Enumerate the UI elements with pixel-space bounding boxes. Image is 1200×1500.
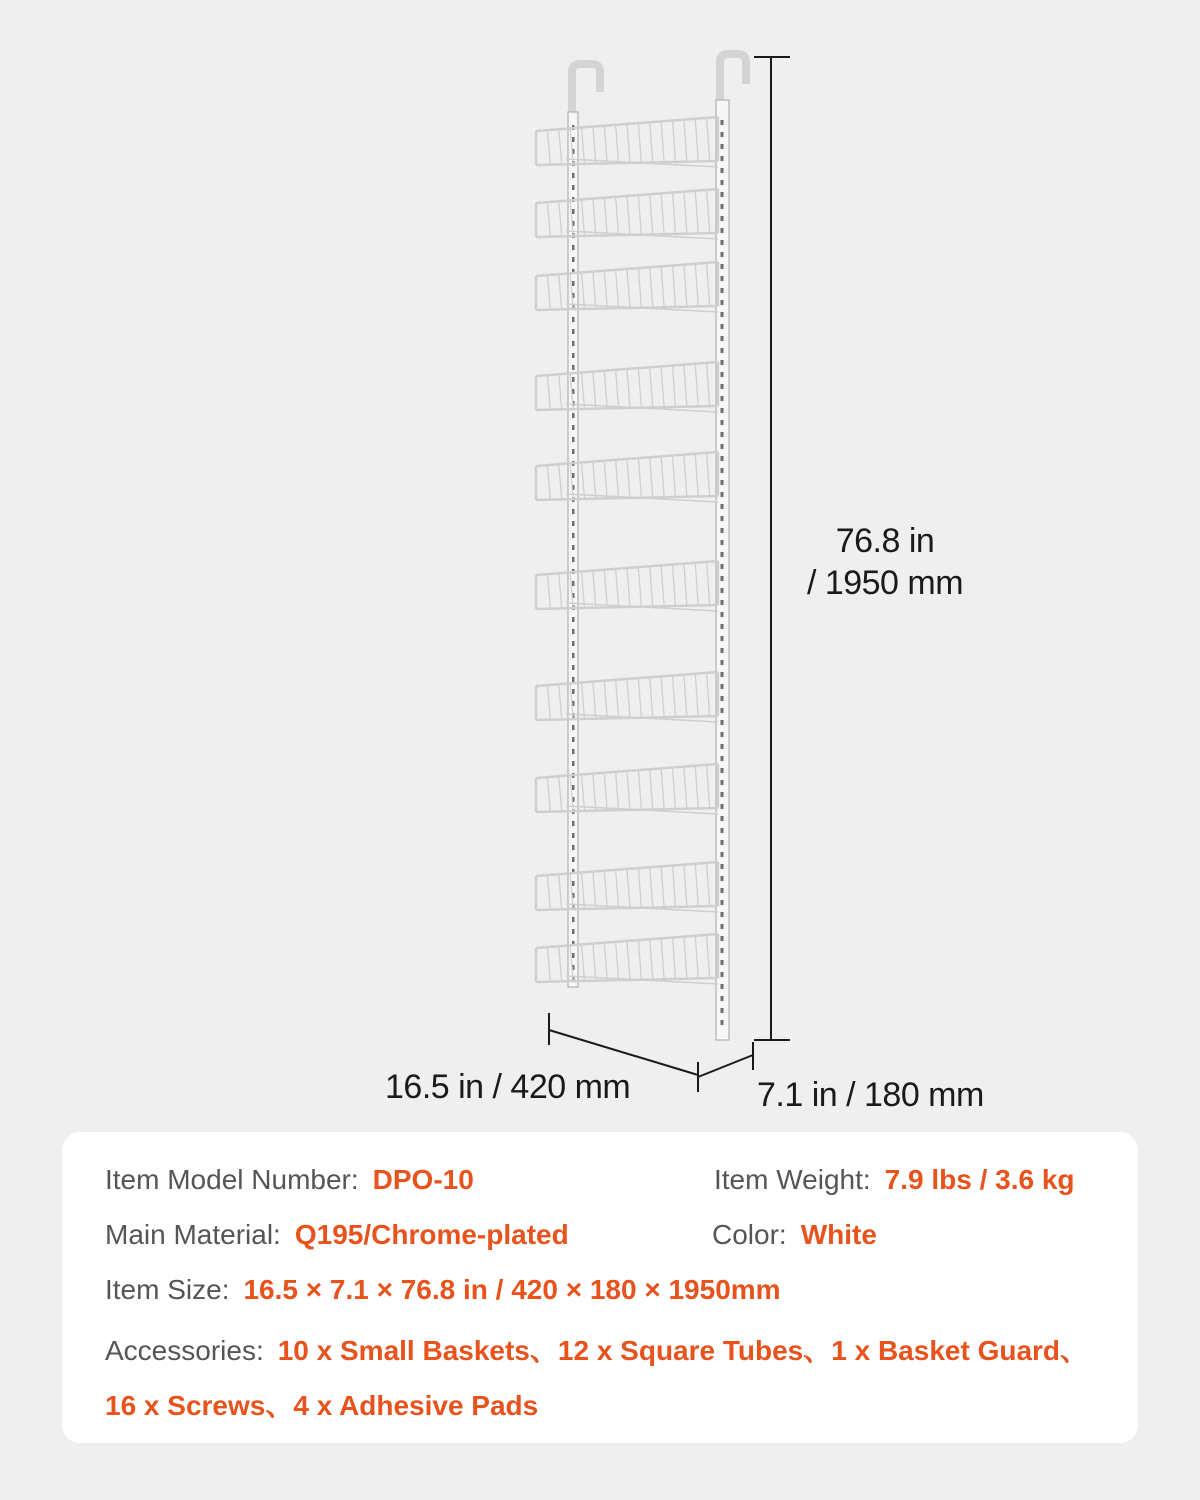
model-number-value: DPO-10 <box>372 1164 474 1195</box>
wire-basket <box>536 561 718 611</box>
accessory-item: 1 x Basket Guard、 <box>831 1335 1089 1366</box>
height-mm-text: / 1950 mm <box>806 564 964 602</box>
wire-basket <box>536 452 718 502</box>
main-material-label: Main Material: <box>105 1219 281 1250</box>
main-material-row <box>105 1219 569 1251</box>
accessories-row <box>105 1329 1088 1369</box>
width-dimension-label: 16.5 in / 420 mm <box>385 1068 631 1106</box>
item-size-value: 16.5 × 7.1 × 76.8 in / 420 × 180 × 1950mm <box>243 1274 781 1305</box>
wire-basket <box>536 672 718 722</box>
height-in-text: 76.8 in <box>835 522 935 560</box>
height-dimension-label <box>790 520 980 604</box>
wire-basket <box>536 862 718 912</box>
wire-basket <box>536 189 718 239</box>
depth-dimension-line <box>698 1055 753 1077</box>
accessories-row-continued <box>105 1384 538 1424</box>
accessory-item: 12 x Square Tubes、 <box>557 1335 832 1366</box>
spec-card <box>62 1132 1138 1443</box>
color-row <box>712 1219 877 1251</box>
color-label: Color: <box>712 1219 787 1250</box>
wire-basket <box>536 764 718 814</box>
wire-basket <box>536 117 718 167</box>
item-size-row <box>105 1274 781 1306</box>
item-size-label: Item Size: <box>105 1274 230 1305</box>
model-number-row <box>105 1164 474 1196</box>
accessory-item: 4 x Adhesive Pads <box>293 1390 539 1421</box>
item-weight-label: Item Weight: <box>714 1164 871 1195</box>
baskets <box>536 117 718 984</box>
item-weight-value: 7.9 lbs / 3.6 kg <box>884 1164 1075 1195</box>
accessories-label: Accessories: <box>105 1335 264 1366</box>
item-weight-row <box>714 1164 1075 1196</box>
accessory-item: 10 x Small Baskets、 <box>277 1335 558 1366</box>
model-number-label: Item Model Number: <box>105 1164 359 1195</box>
depth-dimension-label: 7.1 in / 180 mm <box>757 1076 984 1114</box>
accessory-item: 16 x Screws、 <box>105 1390 294 1421</box>
wire-basket <box>536 934 718 984</box>
wire-basket <box>536 262 718 312</box>
color-value: White <box>800 1219 877 1250</box>
wire-basket <box>536 362 718 412</box>
main-material-value: Q195/Chrome-plated <box>294 1219 569 1250</box>
